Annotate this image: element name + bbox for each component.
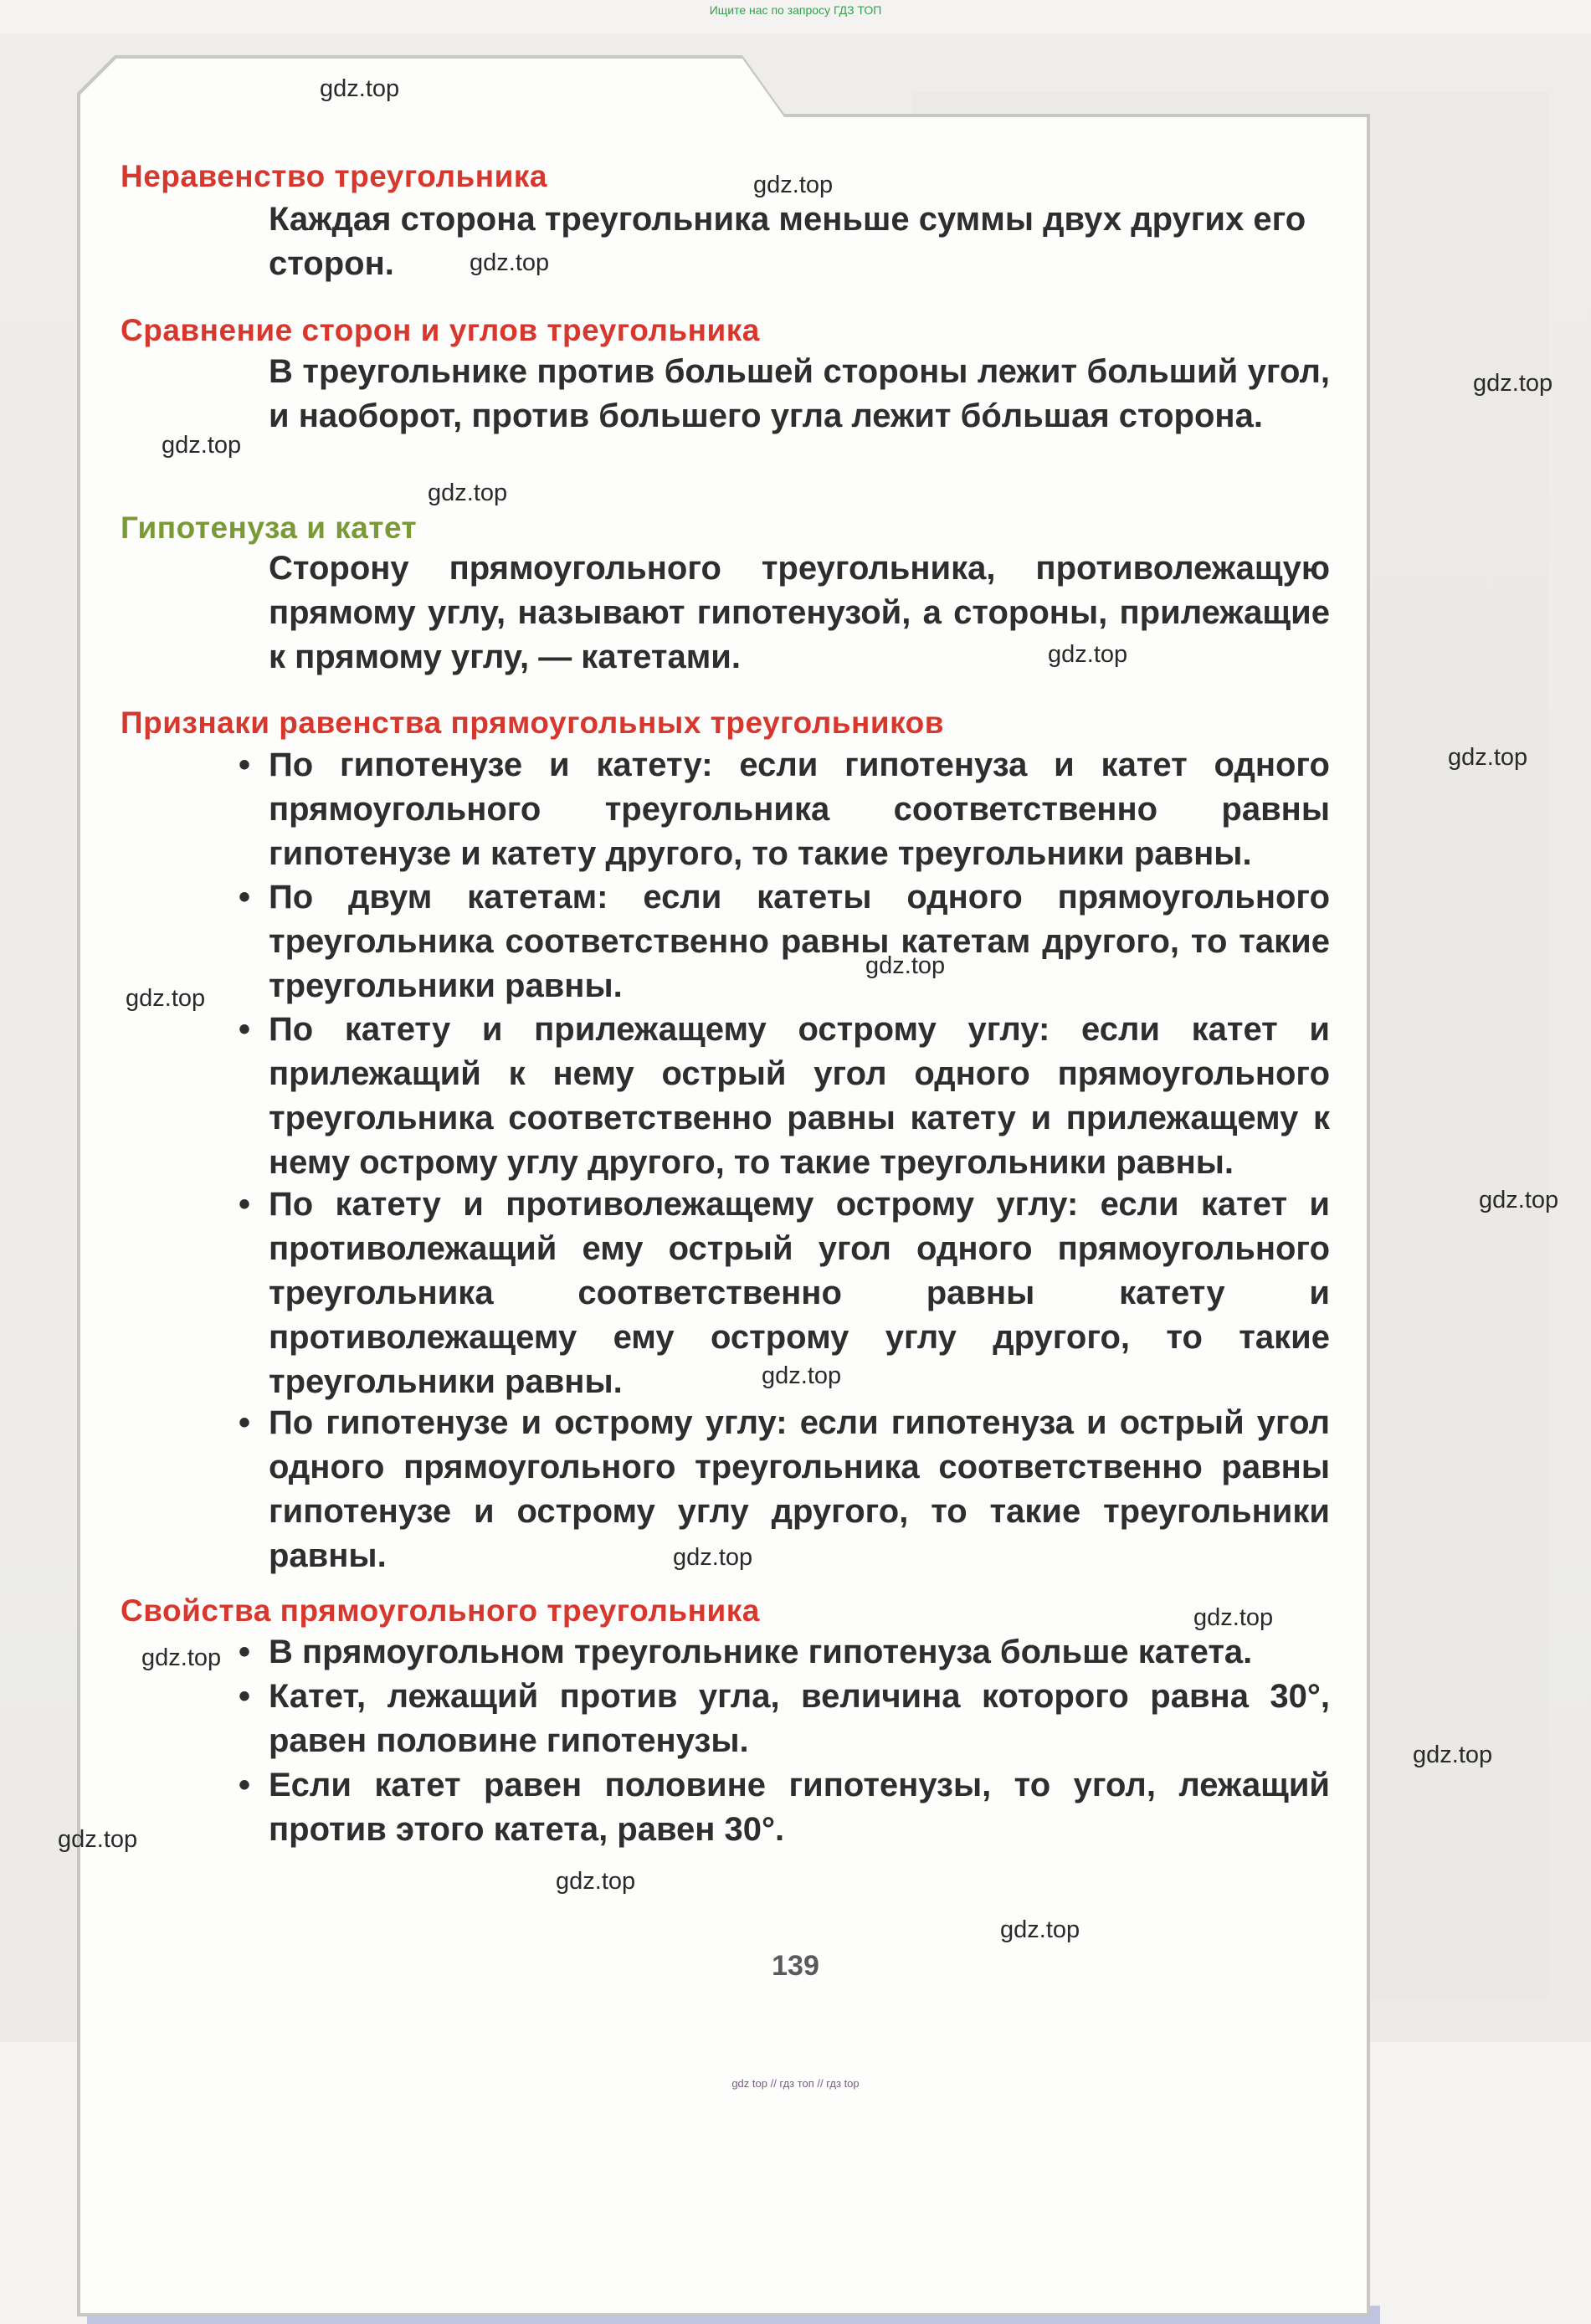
watermark: gdz.top: [1193, 1604, 1274, 1631]
list-item: [239, 1675, 1330, 1763]
watermark: gdz.top: [428, 480, 508, 506]
watermark: gdz.top: [141, 1644, 222, 1671]
heading-right-triangle-properties: Свойства прямоугольного треугольника: [121, 1593, 760, 1628]
watermark: gdz.top: [1473, 370, 1553, 397]
watermark: gdz.top: [556, 1868, 636, 1895]
bullet-icon: •: [239, 1186, 251, 1223]
watermark: gdz.top: [162, 432, 242, 459]
page-number: 139: [772, 1950, 819, 1982]
watermark: gdz.top: [1000, 1916, 1080, 1943]
bullet-icon: •: [239, 746, 251, 783]
heading-sides-angles: Сравнение сторон и углов треугольника: [121, 313, 760, 347]
list-item-text: По катету и прилежащему острому углу: если катет и прилежащий к нему острый угол одного прямоугольного треугольника соответственно равны катету и прилежащему к нему острому углу другого, то такие треугольники равны.: [269, 1011, 1330, 1181]
watermark: gdz.top: [1048, 641, 1128, 668]
bullet-icon: •: [239, 1011, 251, 1048]
bullet-icon: •: [239, 879, 251, 916]
list-item-text: По двум катетам: если катеты одного прямоугольного треугольника соответственно равны катетам другого, то такие треугольники равны.: [269, 879, 1330, 1004]
list-item: [239, 1630, 1330, 1675]
bullet-icon: •: [239, 1678, 251, 1715]
list-item: [239, 1763, 1330, 1852]
text-hypotenuse-leg: Сторону прямоугольного треугольника, противолежащую прямому углу, называют гипотенузой, а стороны, прилежащие к прямому углу, — катетами.: [269, 550, 1330, 675]
heading-hypotenuse-leg: Гипотенуза и катет: [121, 510, 418, 545]
bottom-banner: gdz top // гдз топ // гдз top: [731, 2077, 860, 2090]
text-triangle-inequality: Каждая сторона треугольника меньше суммы двух других его сторон.: [269, 201, 1306, 282]
watermark: gdz.top: [673, 1544, 753, 1571]
list-item: [239, 743, 1330, 876]
list-item-text: В прямоугольном треугольнике гипотенуза больше катета.: [269, 1634, 1253, 1670]
bullet-icon: •: [239, 1404, 251, 1441]
watermark: gdz.top: [126, 985, 206, 1012]
list-item: [239, 875, 1330, 1008]
list-item-text: По гипотенузе и катету: если гипотенуза и катет одного прямоугольного треугольника соответственно равны гипотенузе и катету другого, то такие треугольники равны.: [269, 746, 1330, 872]
watermark: gdz.top: [58, 1826, 138, 1853]
watermark: gdz.top: [1413, 1742, 1493, 1768]
text-sides-angles: В треугольнике против большей стороны лежит больший угол, и наоборот, против большего угла лежит бóльшая сторона.: [269, 353, 1330, 434]
heading-congruence-tests: Признаки равенства прямоугольных треугольников: [121, 705, 944, 740]
watermark: gdz.top: [320, 75, 400, 102]
bullet-icon: •: [239, 1634, 251, 1670]
watermark: gdz.top: [865, 952, 946, 979]
list-item-text: По катету и противолежащему острому углу: если катет и противолежащий ему острый угол одного прямоугольного треугольника соответственно равны катету и противолежащему ему острому углу другого, то такие треугольники равны.: [269, 1186, 1330, 1400]
heading-triangle-inequality: Неравенство треугольника: [121, 159, 547, 193]
list-item-text: По гипотенузе и острому углу: если гипотенуза и острый угол одного прямоугольного треугольника соответственно равны гипотенузе и острому углу другого, то такие треугольники равны.: [269, 1404, 1330, 1574]
watermark: gdz.top: [762, 1362, 842, 1389]
watermark: gdz.top: [470, 249, 550, 276]
watermark: gdz.top: [1479, 1187, 1559, 1213]
watermark: gdz.top: [1448, 744, 1528, 771]
bullet-icon: •: [239, 1767, 251, 1803]
list-item-text: Если катет равен половине гипотенузы, то угол, лежащий против этого катета, равен 30°.: [269, 1767, 1330, 1848]
list-item-text: Катет, лежащий против угла, величина которого равна 30°, равен половине гипотенузы.: [269, 1678, 1330, 1759]
list-item: [239, 1008, 1330, 1185]
list-item: [239, 1401, 1330, 1578]
top-banner: Ищите нас по запросу ГДЗ ТОП: [709, 3, 882, 17]
watermark: gdz.top: [753, 172, 834, 198]
